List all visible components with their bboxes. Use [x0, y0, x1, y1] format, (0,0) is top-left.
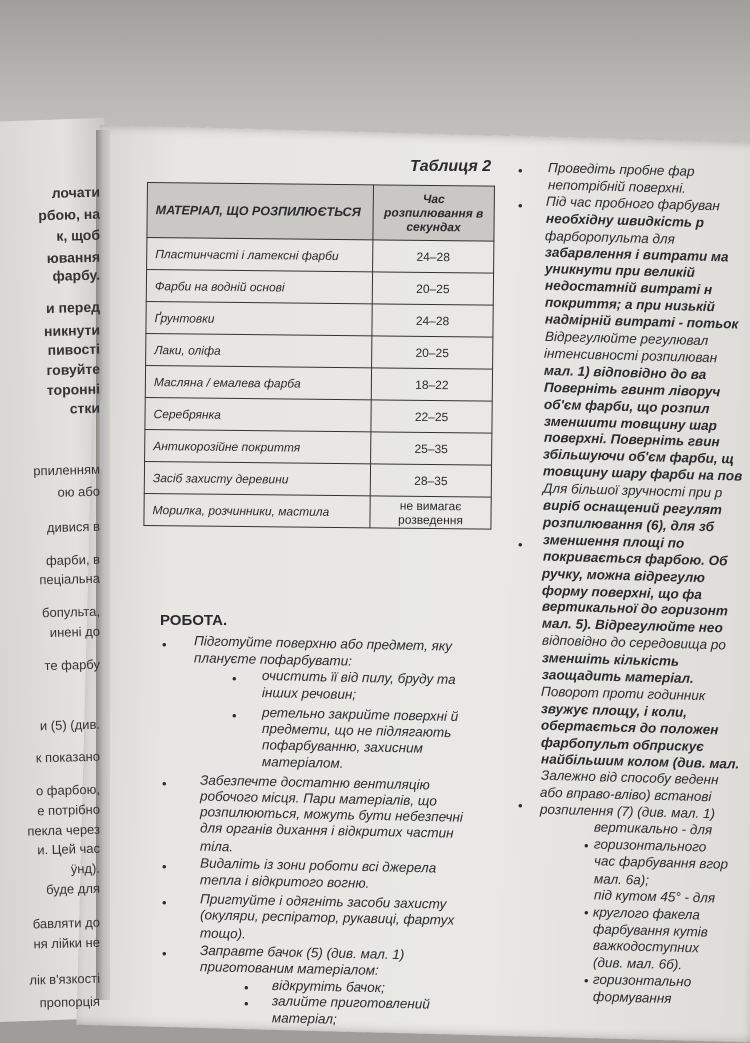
left-page-line: е потрібно — [37, 801, 101, 819]
work-line: тіла. — [199, 838, 234, 855]
right-column-line: форму поверхні, що фа — [542, 582, 703, 602]
bullet-icon: • — [518, 198, 523, 213]
spray-time-table — [143, 182, 495, 530]
left-page-line: бавляти до — [32, 914, 101, 932]
right-column-line: відповідно до середовища ро — [541, 632, 726, 653]
right-column-line: Для більшої зручності при р — [542, 480, 723, 501]
bullet-icon: • — [244, 980, 249, 995]
left-page-line: пеціальна — [39, 570, 101, 588]
right-column-line: вертикально - для — [593, 819, 713, 838]
work-line: розпилюються, можуть бути небезпечні — [199, 804, 464, 825]
material-cell: Антикорозійне покриття — [145, 429, 371, 463]
left-page-line: о фарбою, — [35, 781, 101, 799]
bullet-icon: • — [518, 537, 523, 552]
work-line: матеріалом. — [261, 754, 344, 771]
right-column-line: Поверніть гвинт ліворуч — [543, 379, 721, 399]
material-cell: Серебрянка — [145, 397, 371, 431]
work-line: Видаліть із зони роботи всі джерела — [199, 855, 437, 876]
table-row — [145, 429, 492, 465]
left-page-line: рпиленням — [33, 461, 101, 479]
right-column-line: мал. 6а); — [593, 871, 649, 888]
work-line: тепла і відкритого вогню. — [199, 872, 370, 891]
time-cell: 22–25 — [371, 400, 492, 433]
time-cell: 28–35 — [370, 464, 491, 497]
table-row — [147, 238, 494, 274]
left-page-line: инені до — [49, 623, 101, 641]
right-column-line: горизонтального — [593, 836, 707, 855]
right-column-line: (див. мал. 6б). — [592, 955, 683, 973]
material-cell: Фарби на водній основі — [146, 270, 372, 304]
left-page-line: и (5) (див. — [39, 716, 101, 734]
right-column-line: забарвлення і витрати ма — [545, 244, 729, 264]
right-column-line: інтенсивності розпилюван — [544, 345, 718, 366]
left-page-line: фарбу. — [52, 266, 101, 284]
table-caption: Таблиця 2 — [410, 158, 492, 175]
right-column-line: Під час пробного фарбуван — [545, 193, 720, 214]
left-page-line: лік в'язкості — [29, 970, 101, 988]
table-row — [146, 301, 493, 337]
bullet-icon: • — [162, 859, 167, 874]
bullet-icon: • — [584, 838, 589, 853]
right-column-line: зменшити товщину шар — [543, 413, 717, 433]
left-page-line: пивості — [47, 340, 101, 359]
material-cell: Пластинчасті і латексні фарби — [147, 238, 373, 272]
work-line: Заправте бачок (5) (див. мал. 1) — [199, 942, 405, 963]
table-row — [144, 461, 491, 497]
right-column-line: розпилення (7) (див. мал. 1) — [540, 801, 716, 822]
material-cell: Лаки, оліфа — [146, 333, 372, 367]
work-line: відкрутіть бачок; — [271, 977, 386, 996]
left-page-line: фарби, в — [45, 551, 101, 569]
left-page-line: ÿнд). — [70, 860, 101, 877]
bullet-icon: • — [584, 973, 589, 988]
work-line: інших речовин; — [261, 685, 357, 702]
material-cell: Морилка, розчинники, мастила — [144, 493, 370, 527]
right-column-line: звужує площу, і коли, — [541, 700, 688, 720]
section-title-work: РОБОТА. — [160, 612, 228, 629]
right-column-line: фарбопульт обприскує — [540, 734, 704, 754]
left-page-line: ювання — [46, 248, 101, 267]
work-line: тощо). — [199, 925, 247, 942]
table-row — [146, 270, 493, 306]
right-column-line: важкодоступних — [592, 938, 700, 956]
right-column-line: розпилювання (6), для зб — [542, 514, 714, 535]
right-column-line: заощадить матеріал. — [541, 667, 694, 686]
work-line: робочого місця. Пари матеріалів, що — [199, 788, 437, 809]
table-row — [146, 333, 493, 369]
right-column-line: Проведіть пробне фар — [547, 160, 695, 179]
right-column-line: круглого факела — [593, 904, 701, 922]
left-page-line: рбою, на — [38, 205, 101, 224]
left-page-line: говуйте — [46, 360, 101, 379]
right-column-line: фарбування кутів — [593, 920, 709, 940]
right-column-line: уникнути при великій — [544, 261, 696, 281]
right-column-line: формування — [592, 989, 672, 1007]
right-column-line: мал. 1) відповідно до ва — [544, 362, 707, 382]
right-column-line: найбільшим колом (див. мал. — [540, 750, 740, 772]
time-cell: 25–35 — [371, 432, 492, 465]
right-column-line: фарборопульта для — [545, 227, 676, 247]
left-page-line: к показано — [35, 748, 101, 766]
time-cell: 20–25 — [372, 336, 493, 369]
right-column-line: під кутом 45° - для — [593, 887, 715, 906]
left-page-line: ня лійки не — [33, 934, 101, 952]
bullet-icon: • — [584, 905, 589, 920]
right-column-line: необхідну швидкість р — [545, 210, 704, 230]
work-line: очистить її від пилу, бруду та — [261, 667, 456, 688]
time-cell: 20–25 — [372, 272, 493, 305]
bullet-icon: • — [162, 637, 167, 652]
work-line: приготованим матеріалом: — [199, 959, 379, 978]
work-line: Пригтуйте і одягніть засоби захисту — [199, 891, 447, 912]
work-line: пофарбуванню, захисним — [261, 737, 424, 756]
bullet-icon: • — [162, 776, 167, 791]
time-cell: 18–22 — [371, 368, 492, 401]
bullet-icon: • — [162, 946, 167, 961]
right-column-line: мал. 5). Відрегулюйте нео — [541, 615, 723, 636]
work-line: Підготуйте поверхню або предмет, яку — [193, 633, 453, 654]
right-column-line: час фарбування вгор — [593, 853, 729, 872]
right-column-line: збільшуючи об'єм фарби, щ — [543, 446, 735, 467]
right-column-line: зменшіть кількість — [541, 650, 679, 669]
bullet-icon: • — [518, 163, 523, 178]
right-column-line: непотрібній поверхні. — [547, 177, 686, 196]
right-column-line: поверхні. Поверніть гвин — [543, 430, 720, 450]
right-column-line: об'єм фарби, що розпил — [543, 396, 710, 416]
material-cell: Засіб захисту деревини — [144, 461, 370, 495]
right-column-line: надмірній витраті - потьок — [544, 311, 739, 332]
material-cell: Ґрунтовки — [146, 301, 372, 335]
work-line: (окуляри, респіратор, рукавиці, фартух — [199, 907, 455, 928]
left-page-line: те фарбу — [44, 656, 101, 674]
bullet-icon: • — [162, 895, 167, 910]
right-column-line: вертикальної до горизонт — [541, 598, 729, 619]
right-column-line: обертається до положен — [540, 717, 719, 738]
right-column-line: ручку, можна відрегулю — [542, 565, 706, 585]
left-page-line: к, щоб — [56, 226, 101, 244]
left-page-line: лочати — [51, 183, 101, 201]
right-column-line: покривається фарбою. Об — [542, 548, 728, 569]
right-column-line: Залежно від способу веденн — [540, 768, 719, 788]
work-line: матеріал; — [271, 1010, 337, 1027]
right-column-line: горизонтально — [592, 971, 692, 990]
work-line: предмети, що не підлягають — [261, 721, 452, 740]
left-page-line: торонні — [46, 380, 101, 399]
left-page-line: и перед — [45, 298, 101, 317]
right-column-line: товщину шару фарби на пов — [543, 463, 743, 484]
bullet-icon: • — [244, 996, 249, 1011]
right-column-line: або вправо-вліво) встанові — [540, 785, 713, 805]
work-line: Забезпечте достатню вентиляцію — [199, 772, 430, 793]
table-row — [144, 493, 491, 529]
material-cell: Масляна / емалева фарба — [145, 365, 371, 399]
left-page-line: буде для — [45, 880, 101, 898]
left-page-line: ою або — [57, 483, 101, 500]
work-line: залийте приготовлений — [271, 993, 430, 1012]
left-page-line: пекла через — [27, 821, 101, 839]
left-page-line: стки — [69, 399, 101, 417]
work-line: плануєте пофарбувати: — [193, 650, 353, 669]
right-column-line: покриття; а при низькій — [544, 294, 715, 315]
bullet-icon: • — [232, 671, 237, 686]
left-page-line: дивися в — [46, 518, 101, 536]
time-cell: 24–28 — [373, 240, 494, 273]
left-page-line: пропорція — [39, 993, 101, 1011]
time-cell: 24–28 — [372, 304, 493, 337]
right-column-line: Відрегулюйте регулювал — [544, 328, 708, 349]
work-line: ретельно закрийте поверхні й — [261, 704, 459, 725]
left-page-line: бопульта, — [41, 603, 101, 621]
left-page-line: и. Цей час — [37, 840, 101, 858]
header-time: Час розпилювання в секундах — [373, 185, 495, 241]
work-line: для органів дихання і відкритих частин — [199, 820, 454, 841]
table-row — [145, 397, 492, 433]
left-page-line: никнути — [43, 321, 101, 340]
bullet-icon: • — [518, 798, 523, 813]
time-cell: не вимагає розведення — [370, 496, 491, 529]
right-column-line: Поворот проти годинник — [541, 683, 706, 704]
bullet-icon: • — [232, 708, 237, 723]
right-column-line: виріб оснащений регулят — [542, 497, 723, 518]
header-material: МАТЕРІАЛ, ЩО РОЗПИЛЮЄТЬСЯ — [147, 183, 374, 240]
right-column-line: недостатній витраті н — [544, 278, 713, 298]
right-column-line: зменшення площі по — [542, 531, 685, 551]
table-row — [145, 365, 492, 401]
